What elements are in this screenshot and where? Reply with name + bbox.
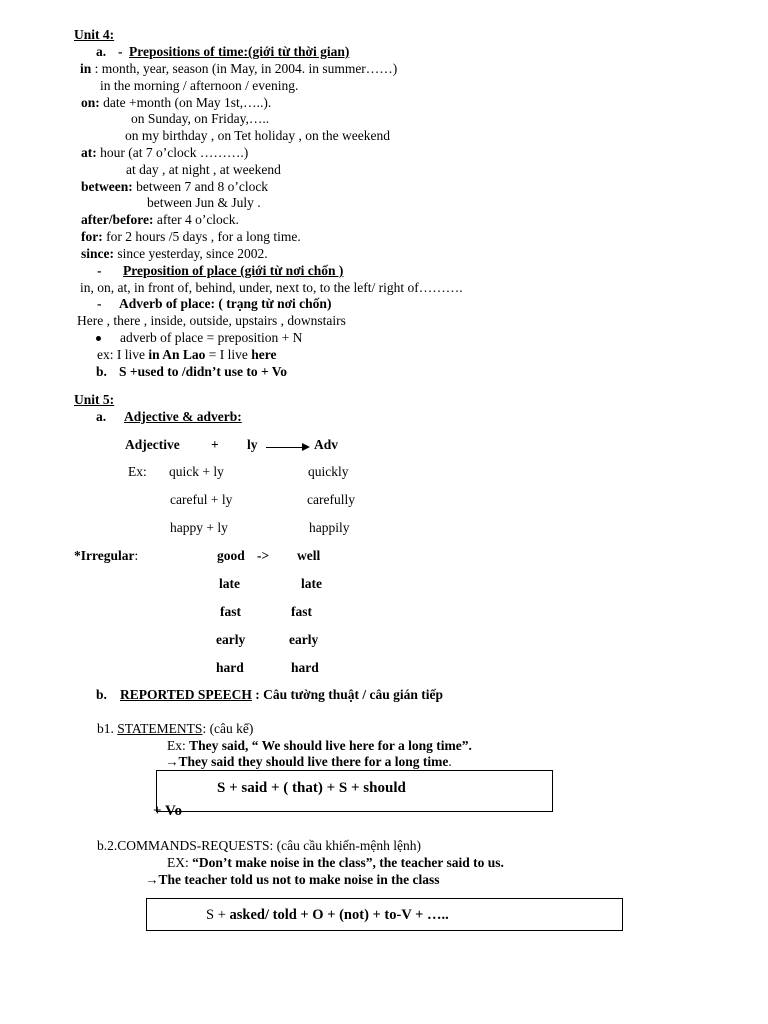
bullet-text: adverb of place = preposition + N <box>120 330 303 345</box>
unit4-a-label: a. <box>96 44 107 59</box>
irregular-label-line <box>74 548 138 564</box>
b1-formula-cut: + Vo <box>153 803 182 819</box>
b2-heading <box>97 838 421 854</box>
b1-ex-label: Ex: <box>167 738 190 753</box>
b2-formula-c: + O + (not) + to-V + ….. <box>296 907 449 923</box>
example-adv: quickly <box>308 464 349 479</box>
in-line <box>80 61 397 77</box>
irregular-adj: late <box>219 576 240 591</box>
in-continuation: in the morning / afternoon / evening. <box>100 78 299 93</box>
ex-b: in An Lao <box>148 347 206 362</box>
ex-a: ex: I live <box>97 347 149 362</box>
arrow-right-icon: → <box>145 872 159 887</box>
arrow-right-icon: → <box>165 754 179 769</box>
example-adj: happy + ly <box>170 520 228 535</box>
since-text: since yesterday, since 2002. <box>114 246 268 261</box>
b1-prefix: b1. <box>97 721 118 736</box>
since-label: since: <box>81 246 114 261</box>
b2-formula <box>206 906 449 924</box>
b2-ex-text: “Don’t make noise in the class”, the teacher said to us. <box>192 855 504 870</box>
example-adv: happily <box>309 520 350 535</box>
b2-prefix: b.2.COMMANDS-REQUESTS <box>97 838 270 853</box>
bullet-icon <box>96 336 101 341</box>
unit4-a-title: Prepositions of time:(giới từ thời gian) <box>129 44 350 59</box>
b2-formula-b: asked/ told <box>229 907 297 923</box>
on-continuation-2: on my birthday , on Tet holiday , on the weekend <box>125 128 391 143</box>
b2-result <box>145 872 440 888</box>
b2-result-text: The teacher told us not to make noise in the class <box>158 872 440 887</box>
on-label: on: <box>81 95 100 110</box>
b2-formula-a: S + <box>206 907 230 923</box>
between-text: between 7 and 8 o’clock <box>132 179 269 194</box>
reported-speech-title: REPORTED SPEECH <box>120 687 252 702</box>
place-dash: - <box>97 263 102 278</box>
b1-formula-box <box>153 770 553 819</box>
irregular-label: *Irregular <box>74 548 135 563</box>
formula-adjective: Adjective <box>125 437 180 452</box>
b1-result-end: . <box>448 754 452 769</box>
irregular-arrow: -> <box>257 548 270 563</box>
on-line <box>81 95 271 111</box>
place-text: in, on, at, in front of, behind, under, next to, to the left/ right of………. <box>80 280 463 295</box>
after-before-line <box>81 212 239 228</box>
in-text: : month, year, season (in May, in 2004. in summer……) <box>91 61 398 76</box>
irregular-adv: fast <box>291 604 312 619</box>
unit5-b-label: b. <box>96 687 107 702</box>
b1-rest: : (câu kể) <box>202 721 254 736</box>
unit5-a-label: a. <box>96 409 107 424</box>
b1-result-text: They said they should live there for a long time <box>178 754 449 769</box>
b1-result <box>165 754 452 770</box>
b1-ex-text: They said, “ We should live here for a long time”. <box>189 738 472 753</box>
between-continuation: between Jun & July . <box>147 195 261 210</box>
example-adv: carefully <box>307 492 355 507</box>
unit4-b-label: b. <box>96 364 107 379</box>
adverb-dash: - <box>97 296 102 311</box>
unit4-a-dash: - <box>118 44 123 59</box>
on-continuation-1: on Sunday, on Friday,….. <box>131 111 270 126</box>
b2-rest: : (câu cầu khiến-mệnh lệnh) <box>269 838 421 853</box>
ex-d: here <box>251 347 277 362</box>
irregular-adj: early <box>216 632 246 647</box>
irregular-adj: fast <box>220 604 241 619</box>
irregular-adj: hard <box>216 660 244 675</box>
at-continuation: at day , at night , at weekend <box>126 162 281 177</box>
place-title: Preposition of place (giới từ nơi chốn ) <box>123 263 344 278</box>
b2-example <box>167 855 504 871</box>
irregular-adv: well <box>297 548 321 563</box>
example-adj: quick + ly <box>169 464 224 479</box>
b2-ex-label: EX: <box>167 855 193 870</box>
formula-ly: ly <box>247 437 258 452</box>
reported-speech-heading <box>120 687 443 703</box>
b1-heading <box>97 721 253 737</box>
formula-adv: Adv <box>314 437 339 452</box>
ex-line <box>97 347 277 363</box>
at-text: hour (at 7 o’clock ……….) <box>96 145 249 160</box>
for-label: for: <box>81 229 103 244</box>
example-adj: careful + ly <box>170 492 233 507</box>
in-label: in <box>80 61 92 76</box>
on-text: date +month (on May 1st,…..). <box>99 95 272 110</box>
formula-plus: + <box>211 437 219 452</box>
b1-title: STATEMENTS <box>117 721 203 736</box>
irregular-adv: late <box>301 576 322 591</box>
after-before-label: after/before: <box>81 212 154 227</box>
b1-example <box>167 738 472 754</box>
b2-formula-box <box>146 898 623 931</box>
for-line <box>81 229 301 245</box>
since-line <box>81 246 268 262</box>
unit4-title: Unit 4: <box>74 27 115 42</box>
adverb-text: Here , there , inside, outside, upstairs , downstairs <box>77 313 346 328</box>
adverb-title: Adverb of place: ( trạng từ nơi chốn) <box>119 296 332 311</box>
after-before-text: after 4 o’clock. <box>153 212 239 227</box>
at-line <box>81 145 248 161</box>
b1-formula: S + said + ( that) + S + should <box>217 780 406 796</box>
between-line <box>81 179 268 195</box>
irregular-adv: early <box>289 632 319 647</box>
ex-label: Ex: <box>128 464 147 479</box>
arrow-right-icon <box>302 443 310 451</box>
unit5-title: Unit 5: <box>74 392 115 407</box>
reported-speech-subtitle: : Câu tường thuật / câu gián tiếp <box>251 687 444 702</box>
formula-arrow-line <box>266 447 304 448</box>
irregular-adj: good <box>217 548 245 563</box>
at-label: at: <box>81 145 97 160</box>
between-label: between: <box>81 179 133 194</box>
for-text: for 2 hours /5 days , for a long time. <box>102 229 301 244</box>
ex-c: = I live <box>205 347 252 362</box>
unit4-b-text: S +used to /didn’t use to + Vo <box>119 364 288 379</box>
irregular-colon: : <box>134 548 139 563</box>
irregular-adv: hard <box>291 660 319 675</box>
unit5-a-title: Adjective & adverb: <box>124 409 242 424</box>
